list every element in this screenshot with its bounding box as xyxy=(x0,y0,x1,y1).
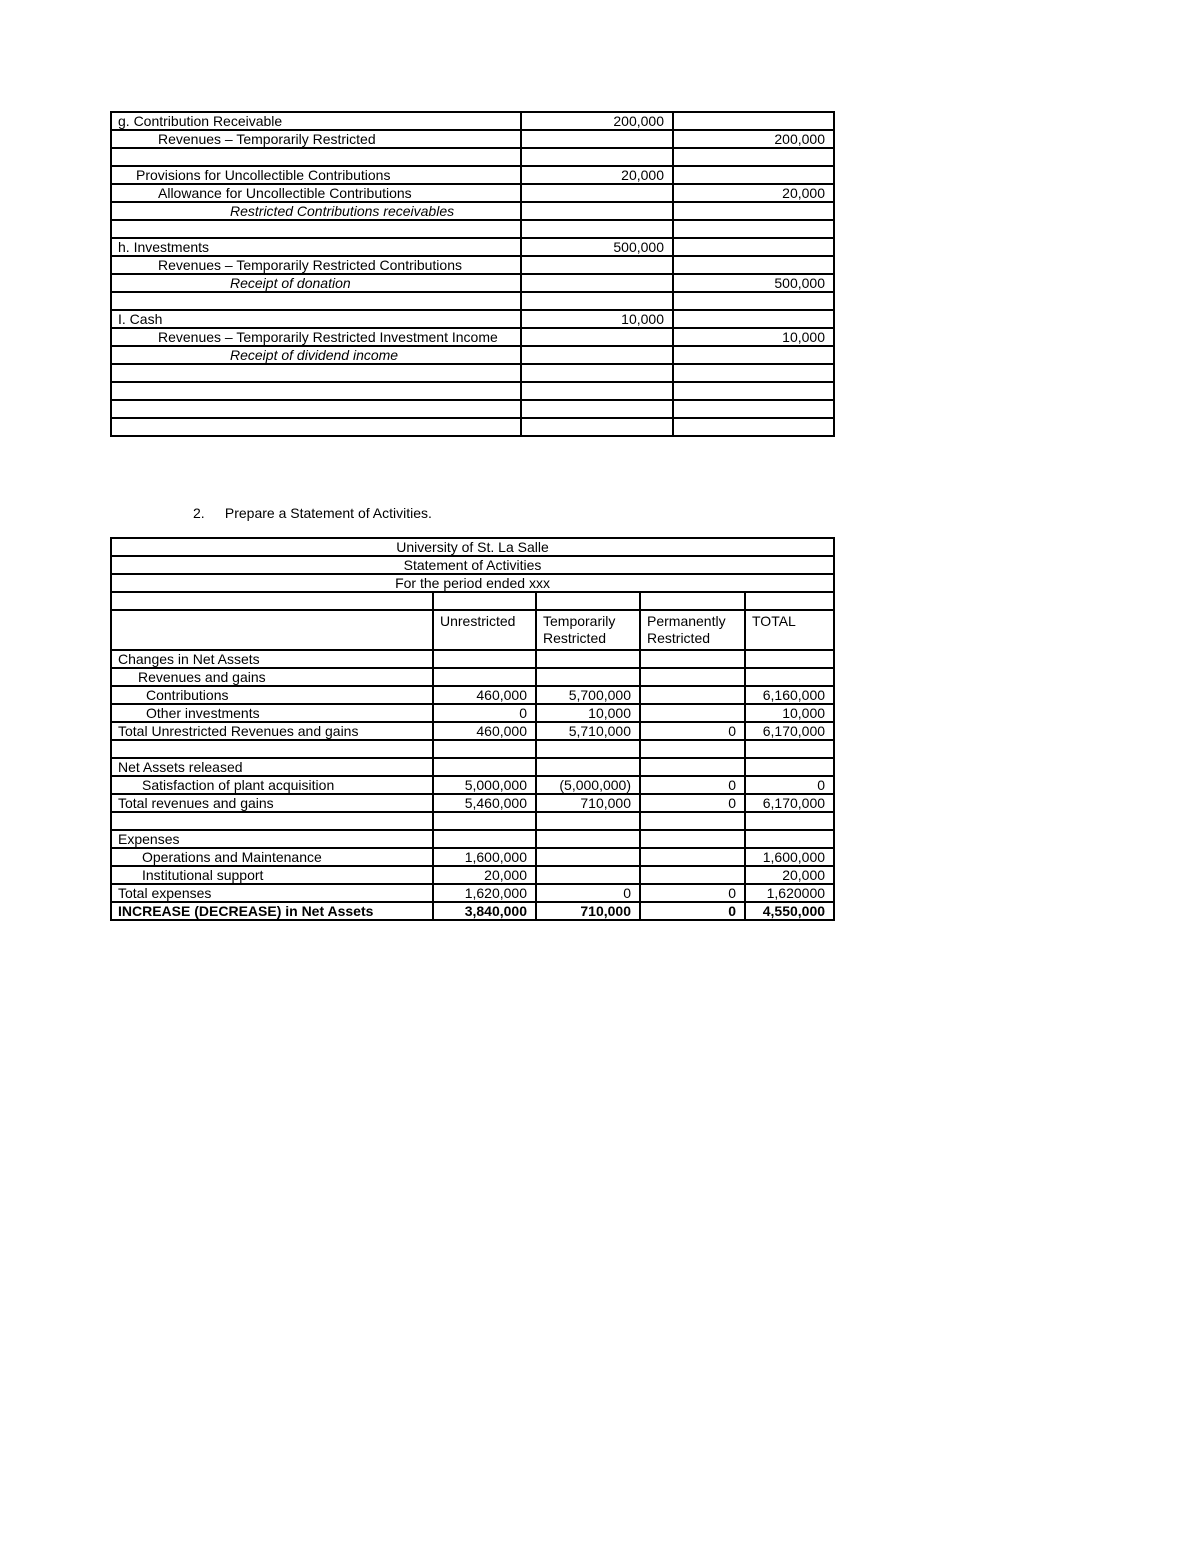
journal-row xyxy=(111,112,834,130)
total-value xyxy=(745,758,834,776)
permanently-restricted-value xyxy=(640,848,745,866)
line-item-label: Operations and Maintenance xyxy=(111,848,433,866)
line-item-label: Institutional support xyxy=(111,866,433,884)
temporarily-restricted-value: 710,000 xyxy=(536,794,640,812)
line-item-label: INCREASE (DECREASE) in Net Assets xyxy=(111,902,433,920)
debit-cell xyxy=(521,418,673,436)
journal-row xyxy=(111,130,834,148)
empty-cell xyxy=(640,592,745,610)
temporarily-restricted-value: 5,710,000 xyxy=(536,722,640,740)
unrestricted-value: 20,000 xyxy=(433,866,536,884)
temporarily-restricted-value xyxy=(536,668,640,686)
journal-entries-body xyxy=(111,112,834,436)
line-item-label: Total expenses xyxy=(111,884,433,902)
statement-row xyxy=(111,650,834,668)
temporarily-restricted-value xyxy=(536,650,640,668)
journal-row xyxy=(111,346,834,364)
total-value: 4,550,000 xyxy=(745,902,834,920)
spacer-row xyxy=(111,592,834,610)
credit-cell xyxy=(673,364,834,382)
statement-row xyxy=(111,740,834,758)
total-value xyxy=(745,812,834,830)
debit-cell: 200,000 xyxy=(521,112,673,130)
empty-cell xyxy=(433,592,536,610)
column-header-unrestricted: Unrestricted xyxy=(433,610,536,650)
credit-cell xyxy=(673,346,834,364)
journal-row xyxy=(111,382,834,400)
line-item-label: Net Assets released xyxy=(111,758,433,776)
unrestricted-value xyxy=(433,830,536,848)
statement-row xyxy=(111,722,834,740)
temporarily-restricted-value xyxy=(536,812,640,830)
account-cell: Revenues – Temporarily Restricted Investment Income xyxy=(111,328,521,346)
line-item-label: Changes in Net Assets xyxy=(111,650,433,668)
journal-entries-table xyxy=(110,111,835,437)
temporarily-restricted-value: 10,000 xyxy=(536,704,640,722)
journal-row xyxy=(111,310,834,328)
permanently-restricted-value xyxy=(640,686,745,704)
account-cell xyxy=(111,400,521,418)
permanently-restricted-value xyxy=(640,668,745,686)
journal-row xyxy=(111,202,834,220)
line-item-label: Total revenues and gains xyxy=(111,794,433,812)
statement-row xyxy=(111,758,834,776)
temporarily-restricted-value: 0 xyxy=(536,884,640,902)
debit-cell xyxy=(521,202,673,220)
unrestricted-value: 460,000 xyxy=(433,686,536,704)
account-cell xyxy=(111,418,521,436)
credit-cell xyxy=(673,202,834,220)
temporarily-restricted-value xyxy=(536,830,640,848)
total-value: 6,170,000 xyxy=(745,722,834,740)
credit-cell xyxy=(673,400,834,418)
debit-cell xyxy=(521,256,673,274)
credit-cell xyxy=(673,310,834,328)
instruction-text: Prepare a Statement of Activities. xyxy=(224,505,432,521)
temporarily-restricted-value: (5,000,000) xyxy=(536,776,640,794)
institution-name: University of St. La Salle xyxy=(111,538,834,556)
account-cell xyxy=(111,292,521,310)
account-cell: h. Investments xyxy=(111,238,521,256)
temporarily-restricted-value xyxy=(536,866,640,884)
account-cell: Provisions for Uncollectible Contributions xyxy=(111,166,521,184)
credit-cell xyxy=(673,418,834,436)
debit-cell xyxy=(521,184,673,202)
empty-cell xyxy=(536,592,640,610)
statement-row xyxy=(111,686,834,704)
column-header-total: TOTAL xyxy=(745,610,834,650)
credit-cell xyxy=(673,112,834,130)
journal-row xyxy=(111,400,834,418)
credit-cell xyxy=(673,148,834,166)
instruction-number: 2. xyxy=(193,505,205,521)
account-cell: Revenues – Temporarily Restricted Contributions xyxy=(111,256,521,274)
line-item-label: Contributions xyxy=(111,686,433,704)
temporarily-restricted-value: 5,700,000 xyxy=(536,686,640,704)
empty-cell xyxy=(111,610,433,650)
permanently-restricted-value xyxy=(640,758,745,776)
statement-row xyxy=(111,794,834,812)
empty-cell xyxy=(111,592,433,610)
permanently-restricted-value: 0 xyxy=(640,776,745,794)
statement-row xyxy=(111,668,834,686)
credit-cell: 500,000 xyxy=(673,274,834,292)
account-cell xyxy=(111,364,521,382)
journal-row xyxy=(111,166,834,184)
permanently-restricted-value: 0 xyxy=(640,884,745,902)
account-cell: Receipt of dividend income xyxy=(111,346,521,364)
statement-row xyxy=(111,902,834,920)
account-cell: Allowance for Uncollectible Contributions xyxy=(111,184,521,202)
debit-cell: 10,000 xyxy=(521,310,673,328)
line-item-label: Total Unrestricted Revenues and gains xyxy=(111,722,433,740)
unrestricted-value xyxy=(433,650,536,668)
credit-cell xyxy=(673,238,834,256)
unrestricted-value xyxy=(433,740,536,758)
journal-row xyxy=(111,148,834,166)
debit-cell xyxy=(521,292,673,310)
total-value: 6,160,000 xyxy=(745,686,834,704)
debit-cell xyxy=(521,346,673,364)
journal-row xyxy=(111,292,834,310)
total-value: 0 xyxy=(745,776,834,794)
unrestricted-value xyxy=(433,668,536,686)
account-cell xyxy=(111,220,521,238)
title-row xyxy=(111,574,834,592)
statement-row xyxy=(111,848,834,866)
debit-cell xyxy=(521,130,673,148)
unrestricted-value: 460,000 xyxy=(433,722,536,740)
account-cell: Receipt of donation xyxy=(111,274,521,292)
total-value xyxy=(745,740,834,758)
permanently-restricted-value xyxy=(640,866,745,884)
column-header-temporarily-restricted: Temporarily Restricted xyxy=(536,610,640,650)
unrestricted-value: 1,600,000 xyxy=(433,848,536,866)
statement-row xyxy=(111,812,834,830)
permanently-restricted-value xyxy=(640,704,745,722)
statement-period: For the period ended xxx xyxy=(111,574,834,592)
debit-cell xyxy=(521,274,673,292)
temporarily-restricted-value: 710,000 xyxy=(536,902,640,920)
line-item-label: Other investments xyxy=(111,704,433,722)
journal-row xyxy=(111,328,834,346)
unrestricted-value: 5,460,000 xyxy=(433,794,536,812)
credit-cell xyxy=(673,166,834,184)
unrestricted-value xyxy=(433,758,536,776)
permanently-restricted-value: 0 xyxy=(640,902,745,920)
unrestricted-value: 5,000,000 xyxy=(433,776,536,794)
credit-cell: 200,000 xyxy=(673,130,834,148)
journal-row xyxy=(111,220,834,238)
total-value xyxy=(745,668,834,686)
total-value: 20,000 xyxy=(745,866,834,884)
line-item-label: Satisfaction of plant acquisition xyxy=(111,776,433,794)
journal-row xyxy=(111,184,834,202)
debit-cell xyxy=(521,400,673,418)
permanently-restricted-value: 0 xyxy=(640,794,745,812)
statement-body xyxy=(111,538,834,920)
debit-cell: 500,000 xyxy=(521,238,673,256)
title-row xyxy=(111,538,834,556)
instruction xyxy=(193,505,432,521)
unrestricted-value: 3,840,000 xyxy=(433,902,536,920)
permanently-restricted-value: 0 xyxy=(640,722,745,740)
title-row xyxy=(111,556,834,574)
statement-row xyxy=(111,704,834,722)
permanently-restricted-value xyxy=(640,740,745,758)
debit-cell: 20,000 xyxy=(521,166,673,184)
temporarily-restricted-value xyxy=(536,848,640,866)
credit-cell: 10,000 xyxy=(673,328,834,346)
line-item-label: Revenues and gains xyxy=(111,668,433,686)
debit-cell xyxy=(521,382,673,400)
statement-row xyxy=(111,866,834,884)
column-header-permanently-restricted: Permanently Restricted xyxy=(640,610,745,650)
temporarily-restricted-value xyxy=(536,740,640,758)
credit-cell xyxy=(673,220,834,238)
line-item-label: Expenses xyxy=(111,830,433,848)
credit-cell xyxy=(673,256,834,274)
unrestricted-value: 1,620,000 xyxy=(433,884,536,902)
account-cell: g. Contribution Receivable xyxy=(111,112,521,130)
line-item-label xyxy=(111,812,433,830)
journal-row xyxy=(111,364,834,382)
total-value: 6,170,000 xyxy=(745,794,834,812)
permanently-restricted-value xyxy=(640,830,745,848)
unrestricted-value xyxy=(433,812,536,830)
debit-cell xyxy=(521,364,673,382)
statement-row xyxy=(111,776,834,794)
journal-row xyxy=(111,238,834,256)
journal-row xyxy=(111,418,834,436)
permanently-restricted-value xyxy=(640,812,745,830)
line-item-label xyxy=(111,740,433,758)
journal-row xyxy=(111,256,834,274)
account-cell: I. Cash xyxy=(111,310,521,328)
total-value: 1,600,000 xyxy=(745,848,834,866)
statement-row xyxy=(111,884,834,902)
account-cell: Revenues – Temporarily Restricted xyxy=(111,130,521,148)
account-cell xyxy=(111,148,521,166)
credit-cell xyxy=(673,292,834,310)
statement-title: Statement of Activities xyxy=(111,556,834,574)
total-value xyxy=(745,830,834,848)
total-value: 10,000 xyxy=(745,704,834,722)
total-value xyxy=(745,650,834,668)
account-cell xyxy=(111,382,521,400)
credit-cell: 20,000 xyxy=(673,184,834,202)
statement-of-activities-table xyxy=(110,537,835,921)
total-value: 1,620000 xyxy=(745,884,834,902)
column-header-row xyxy=(111,610,834,650)
permanently-restricted-value xyxy=(640,650,745,668)
credit-cell xyxy=(673,382,834,400)
empty-cell xyxy=(745,592,834,610)
debit-cell xyxy=(521,328,673,346)
debit-cell xyxy=(521,220,673,238)
statement-row xyxy=(111,830,834,848)
debit-cell xyxy=(521,148,673,166)
account-cell: Restricted Contributions receivables xyxy=(111,202,521,220)
temporarily-restricted-value xyxy=(536,758,640,776)
journal-row xyxy=(111,274,834,292)
unrestricted-value: 0 xyxy=(433,704,536,722)
